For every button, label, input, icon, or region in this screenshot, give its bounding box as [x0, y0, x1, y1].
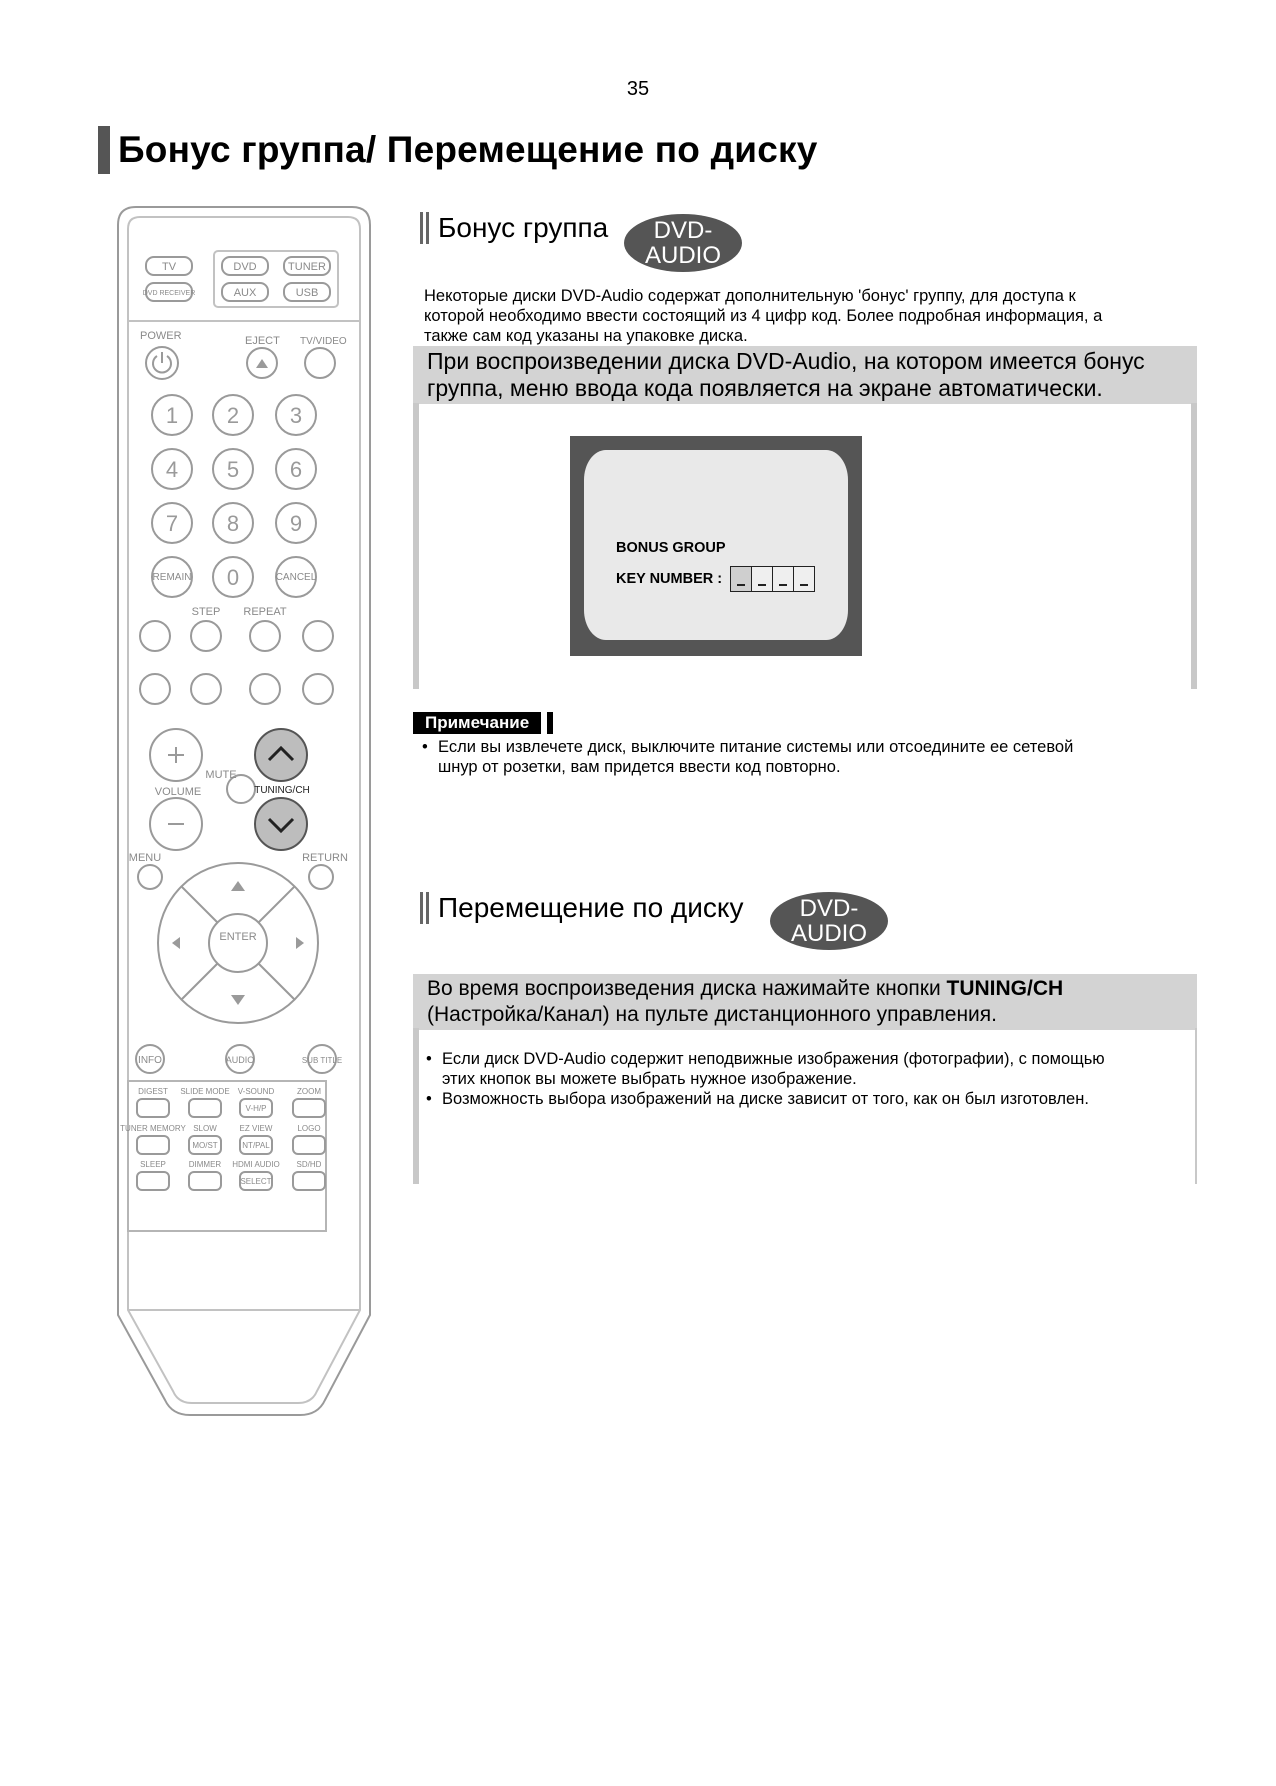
- remote-power-label: POWER: [140, 330, 182, 342]
- digit-6: 6: [289, 457, 303, 482]
- badge-line1: DVD-: [653, 217, 713, 244]
- grid-label-dimmer: DIMMER: [188, 1160, 222, 1169]
- key-slot: [752, 567, 773, 591]
- remote-menu-label: MENU: [128, 852, 162, 864]
- bonus-intro-line3: также сам код указаны на упаковке диска.: [424, 327, 748, 345]
- navigation-bullet2: • Возможность выбора изображений на диске зависит от того, как он был изготовлен.: [442, 1090, 1089, 1108]
- grid-label-v-sound: V-SOUND: [237, 1087, 275, 1096]
- remote-tuner-label: TUNER: [288, 261, 326, 273]
- page-title-text: Бонус группа/ Перемещение по диску: [118, 129, 818, 170]
- bonus-highlight-line1: При воспроизведении диска DVD-Audio, на котором имеется бонус: [427, 348, 1145, 374]
- grid-label-sleep: SLEEP: [140, 1160, 166, 1169]
- navigation-list: [424, 1049, 1204, 1109]
- remote-mute-label: MUTE: [205, 769, 237, 781]
- note-list: [420, 737, 1210, 777]
- tuning-ch-button-ref: TUNING/CH: [946, 977, 1064, 1000]
- digit-7: 7: [165, 511, 179, 536]
- remote-subtitle-label: SUB TITLE: [301, 1056, 343, 1065]
- dvd-audio-badge: [624, 214, 742, 272]
- navigation-highlight-line2: (Настройка/Канал) на пульте дистанционного управления.: [427, 1003, 997, 1026]
- bonus-intro-line2: которой необходимо ввести состоящий из 4 цифр код. Более подробная информация, а: [424, 307, 1103, 325]
- remote-tvvideo-label: TV/VIDEO: [300, 336, 347, 347]
- key-number-slots: [730, 566, 815, 592]
- tv-screen-illustration: [570, 436, 862, 656]
- grid-label-ez-view: EZ VIEW: [239, 1124, 273, 1133]
- digit-3: 3: [289, 403, 303, 428]
- remote-enter-label: ENTER: [219, 931, 257, 943]
- navigation-item: [424, 1049, 1204, 1089]
- grid-label-slide-mode: SLIDE MODE: [180, 1087, 230, 1096]
- remote-aux-label: AUX: [233, 287, 257, 299]
- bonus-intro-line1: Некоторые диски DVD-Audio содержат дополнительную 'бонус' группу, для доступа к: [424, 287, 1076, 305]
- key-slot: [794, 567, 814, 591]
- heading-bars: [420, 212, 432, 244]
- grid-label-logo: LOGO: [297, 1124, 321, 1133]
- remote-remain-label: REMAIN: [152, 572, 192, 583]
- grid-label-tuner-memory: TUNER MEMORY: [120, 1124, 186, 1133]
- highlight-text: Во время воспроизведения диска нажимайте кнопки: [427, 977, 947, 1000]
- note-line1: • Если вы извлечете диск, выключите питание системы или отсоедините ее сетевой: [438, 738, 1074, 756]
- bonus-highlight-line2: группа, меню ввода кода появляется на экране автоматически.: [427, 375, 1103, 401]
- bonus-heading-text: Бонус группа: [438, 212, 609, 243]
- remote-control-illustration: [110, 205, 380, 1425]
- bonus-heading: [420, 212, 608, 244]
- navigation-item: [424, 1089, 1204, 1109]
- page-title: [98, 126, 817, 174]
- digit-5: 5: [226, 457, 240, 482]
- remote-audio-label: AUDIO: [225, 1055, 255, 1065]
- tv-screen: [584, 450, 848, 640]
- remote-eject-label: EJECT: [245, 335, 280, 347]
- navigation-highlight: [413, 974, 1197, 1030]
- grid-button-select: SELECT: [240, 1177, 272, 1186]
- navigation-bullet1-line1: • Если диск DVD-Audio содержит неподвижные изображения (фотографии), с помощью: [442, 1050, 1105, 1068]
- digit-1: 1: [165, 403, 179, 428]
- remote-tv-label: TV: [161, 261, 177, 273]
- screen-key-number-label: KEY NUMBER :: [616, 571, 723, 587]
- digit-2: 2: [226, 403, 240, 428]
- grid-label-zoom: ZOOM: [297, 1087, 321, 1096]
- key-slot: [773, 567, 794, 591]
- digit-4: 4: [165, 457, 179, 482]
- digit-8: 8: [226, 511, 240, 536]
- grid-label-sd-hd: SD/HD: [296, 1160, 322, 1169]
- navigation-bullet1-line2: этих кнопок вы можете выбрать нужное изображение.: [442, 1070, 857, 1088]
- remote-receiver-label: DVD RECEIVER: [142, 290, 196, 297]
- remote-repeat-label: REPEAT: [243, 606, 287, 618]
- key-slot: [731, 567, 752, 591]
- title-bar: [98, 126, 110, 174]
- remote-return-label: RETURN: [302, 852, 348, 864]
- remote-usb-label: USB: [295, 287, 319, 299]
- page-number: 35: [626, 78, 650, 100]
- badge-line1: DVD-: [799, 895, 859, 922]
- grid-label-slow: SLOW: [193, 1124, 217, 1133]
- badge-line2: AUDIO: [644, 242, 721, 269]
- navigation-highlight-line1: [427, 976, 1183, 1002]
- digit-9: 9: [289, 511, 303, 536]
- remote-volume-label: VOLUME: [154, 786, 202, 798]
- grid-button-ntpal: NT/PAL: [242, 1141, 270, 1150]
- note-item: [420, 737, 1210, 777]
- remote-dvd-label: DVD: [233, 261, 257, 273]
- badge-line2: AUDIO: [790, 920, 867, 947]
- grid-button-most: MO/ST: [192, 1141, 218, 1150]
- grid-label-hdmi-audio: HDMI AUDIO: [232, 1160, 280, 1169]
- navigation-heading-text: Перемещение по диску: [438, 892, 744, 923]
- note-label: Примечание: [413, 712, 547, 734]
- bonus-highlight: [413, 346, 1197, 404]
- grid-label-digest: DIGEST: [138, 1087, 168, 1096]
- heading-bars: [420, 892, 432, 924]
- remote-tuning-label: TUNING/CH: [254, 785, 310, 796]
- navigation-heading: [420, 892, 743, 924]
- grid-button-vhp: V-H/P: [245, 1104, 267, 1113]
- remote-cancel-label: CANCEL: [275, 572, 317, 583]
- note-line2: шнур от розетки, вам придется ввести код повторно.: [438, 758, 841, 776]
- screen-bonus-group-text: BONUS GROUP: [616, 540, 726, 556]
- dvd-audio-badge: [770, 892, 888, 950]
- digit-0: 0: [226, 565, 240, 590]
- remote-step-label: STEP: [191, 606, 221, 618]
- remote-info-label: INFO: [138, 1055, 162, 1066]
- screen-key-number: [616, 566, 815, 592]
- bonus-intro: [424, 286, 1214, 346]
